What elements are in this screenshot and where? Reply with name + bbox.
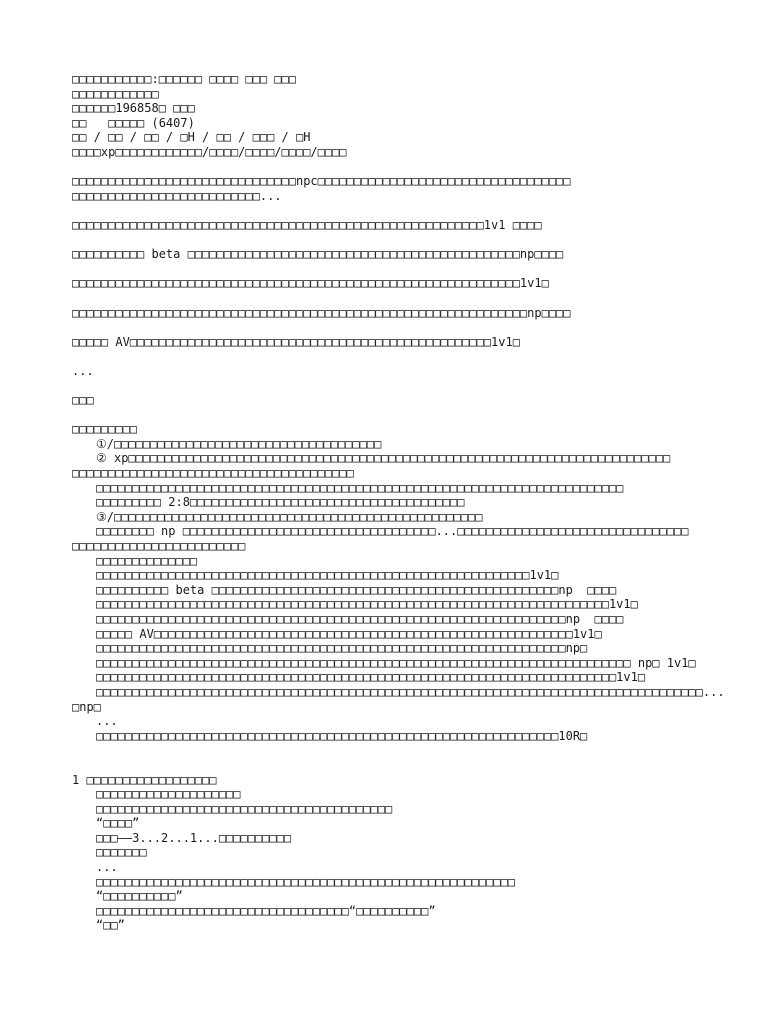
blank-line — [72, 262, 712, 277]
intro-line: □□□□□□□□□□□□□□□□□□□□□□□□□□... — [72, 188, 282, 203]
notes-line: ③/□□□□□□□□□□□□□□□□□□□□□□□□□□□□□□□□□□□□□□□□□□□□□□□□□□□ — [96, 509, 483, 524]
notes-line: □□□□□□□□□□□□□□□□□□□□□□□□□□□□□□□□□□□□□□□□□□□□□□□□□□□□□□□□□□□□□□□□□np □□□□ — [96, 611, 624, 626]
summary-line: □□□□□□□□□□ beta □□□□□□□□□□□□□□□□□□□□□□□□□□□□□□□□□□□□□□□□□□□□□□np□□□□ — [72, 247, 564, 262]
notes-line: □□□□□ AV□□□□□□□□□□□□□□□□□□□□□□□□□□□□□□□□□□□□□□□□□□□□□□□□□□□□□□□□□□1v1□ — [96, 626, 602, 641]
header-line-subtitle: □□□□□□□□□□□□ — [72, 86, 159, 101]
notes-line: □□□□□□□□□□□□□□□□□□□□□□□□□□□□□□□□□□□□□□□□□□□□□□□□□□□□□□□□□□□□□□□□□□□□□□□□1v1□ — [96, 670, 646, 685]
chapter-line: “□□” — [96, 918, 125, 933]
notes-line: □□□□□□□□□□□□□□□□□□□□□□□□□□□□□□□□□□□□□□□□□□□□□□□□□□□□□□□□□□□□□□□□□□□□□□□□□ — [96, 480, 624, 495]
header-line-tags: □□ / □□ / □□ / □H / □□ / □□□ / □H — [72, 130, 311, 145]
header-line-title: □□□□□□□□□□□:□□□□□□ □□□□ □□□ □□□ — [72, 72, 296, 86]
header-line-genres: □□□□xp□□□□□□□□□□□□/□□□□/□□□□/□□□□/□□□□ — [72, 144, 347, 159]
chapter-line: ... — [96, 860, 118, 875]
chapter-line: □□□——3...2...1...□□□□□□□□□□ — [96, 830, 292, 845]
intro-line: □□□□□□□□□□□□□□□□□□□□□□□□□□□□□□□npc□□□□□□□□□□□□□□□□□□□□□□□□□□□□□□□□□□□ — [72, 174, 571, 189]
blank-line — [72, 378, 712, 393]
notes-line: □□□□□□□□□□□□□□□□□□□□□□□□□□□□□□□□□□□□□□□□□□□□□□□□□□□□□□□□□□□□□□□□□□□□□□□1v1□ — [96, 597, 638, 612]
summary-line: □□□□□ AV□□□□□□□□□□□□□□□□□□□□□□□□□□□□□□□□□□□□□□□□□□□□□□□□□□1v1□ — [72, 334, 520, 349]
summary-line: □□□□□□□□□□□□□□□□□□□□□□□□□□□□□□□□□□□□□□□□□□□□□□□□□□□□□□□□□□□□□□□np□□□□ — [72, 305, 571, 320]
chapter-line: “□□□□” — [96, 816, 140, 831]
notes-section — [72, 422, 725, 743]
header-line-status: □□ □□□□□ (6407) — [72, 115, 195, 130]
notes-heading: □□□□□□□□□ — [72, 422, 138, 437]
notes-line: ... — [96, 714, 118, 729]
chapter-line: □□□□□□□□□□□□□□□□□□□□□□□□□□□□□□□□□□□□□□□□□□□□□□□□□□□□□□□□□□ — [96, 874, 516, 889]
chapter-line: □□□□□□□□□□□□□□□□□□□□□□□□□□□□□□□□□□□□□□□□□ — [96, 801, 393, 816]
notes-line: □□□□□□□□□□□□□□□□□□□□□□□□□□□□□□□□□□□□□□□ — [72, 466, 354, 481]
document-header — [72, 72, 712, 160]
intro-paragraph — [72, 174, 712, 203]
chapter-line: □□□□□□□ — [96, 845, 147, 860]
notes-line: □□□□□□□□□□□□□□□□□□□□□□□□□□□□□□□□□□□□□□□□□□□□□□□□□□□□□□□□□□□□□□□□10R□ — [96, 728, 588, 743]
notes-line: □□□□□□□□□□ beta □□□□□□□□□□□□□□□□□□□□□□□□□□□□□□□□□□□□□□□□□□□□□□□□np □□□□ — [96, 582, 617, 597]
summary-closing: □□□ — [72, 393, 94, 408]
chapter-section — [72, 773, 712, 934]
notes-line: □□□□□□□□□□□□□□□□□□□□□□□□□□□□□□□□□□□□□□□□□□□□□□□□□□□□□□□□□□□□□□□□□np□ — [96, 641, 588, 656]
chapter-line: □□□□□□□□□□□□□□□□□□□□□□□□□□□□□□□□□□□“□□□□□□□□□□” — [96, 903, 436, 918]
blank-line — [72, 160, 712, 175]
notes-line: □□□□□□□□□□□□□□ — [96, 553, 198, 568]
notes-list — [72, 436, 725, 743]
notes-line: □□□□□□□□ np □□□□□□□□□□□□□□□□□□□□□□□□□□□□□□□□□□□...□□□□□□□□□□□□□□□□□□□□□□□□□□□□□□□□ — [96, 524, 689, 539]
blank-line — [72, 758, 712, 773]
chapter-line: “□□□□□□□□□□” — [96, 889, 183, 904]
blank-line — [72, 233, 712, 248]
blank-line — [72, 408, 712, 423]
chapter-body — [72, 787, 712, 933]
summary-line: □□□□□□□□□□□□□□□□□□□□□□□□□□□□□□□□□□□□□□□□□□□□□□□□□□□□□□□□□□□□□□1v1□ — [72, 276, 549, 291]
chapter-heading: 1 □□□□□□□□□□□□□□□□□□ — [72, 772, 217, 787]
blank-line — [72, 349, 712, 364]
notes-line: □□□□□□□□□□□□□□□□□□□□□□□□ — [72, 539, 246, 553]
summary-ellipsis: ... — [72, 363, 94, 378]
document-body — [72, 72, 725, 933]
blank-line — [72, 291, 712, 306]
notes-line: □□□□□□□□□□□□□□□□□□□□□□□□□□□□□□□□□□□□□□□□□□□□□□□□□□□□□□□□□□□□□□□□□□□□□□□□□□ np□ 1v1□ — [96, 655, 696, 670]
summary-line: □□□□□□□□□□□□□□□□□□□□□□□□□□□□□□□□□□□□□□□□□□□□□□□□□□□□□□□□□1v1 □□□□ — [72, 217, 542, 232]
header-line-meta: □□□□□□196858□ □□□ — [72, 101, 195, 116]
notes-line: ② xp□□□□□□□□□□□□□□□□□□□□□□□□□□□□□□□□□□□□□□□□□□□□□□□□□□□□□□□□□□□□□□□□□□□□□□□□□□□ — [96, 451, 671, 466]
notes-line: □□□□□□□□□□□□□□□□□□□□□□□□□□□□□□□□□□□□□□□□□□□□□□□□□□□□□□□□□□□□1v1□ — [96, 568, 559, 583]
notes-line: □np□ — [72, 699, 101, 714]
blank-line — [72, 320, 712, 335]
blank-line — [72, 743, 712, 758]
notes-line: ①/□□□□□□□□□□□□□□□□□□□□□□□□□□□□□□□□□□□□□ — [96, 436, 382, 451]
notes-line: □□□□□□□□□□□□□□□□□□□□□□□□□□□□□□□□□□□□□□□□□□□□□□□□□□□□□□□□□□□□□□□□□□□□□□□□□□□□□□□□□□□□... — [96, 684, 725, 699]
blank-line — [72, 203, 712, 218]
notes-line: □□□□□□□□□ 2:8□□□□□□□□□□□□□□□□□□□□□□□□□□□□□□□□□□□□□□ — [96, 495, 465, 510]
chapter-line: □□□□□□□□□□□□□□□□□□□□ — [96, 787, 241, 802]
